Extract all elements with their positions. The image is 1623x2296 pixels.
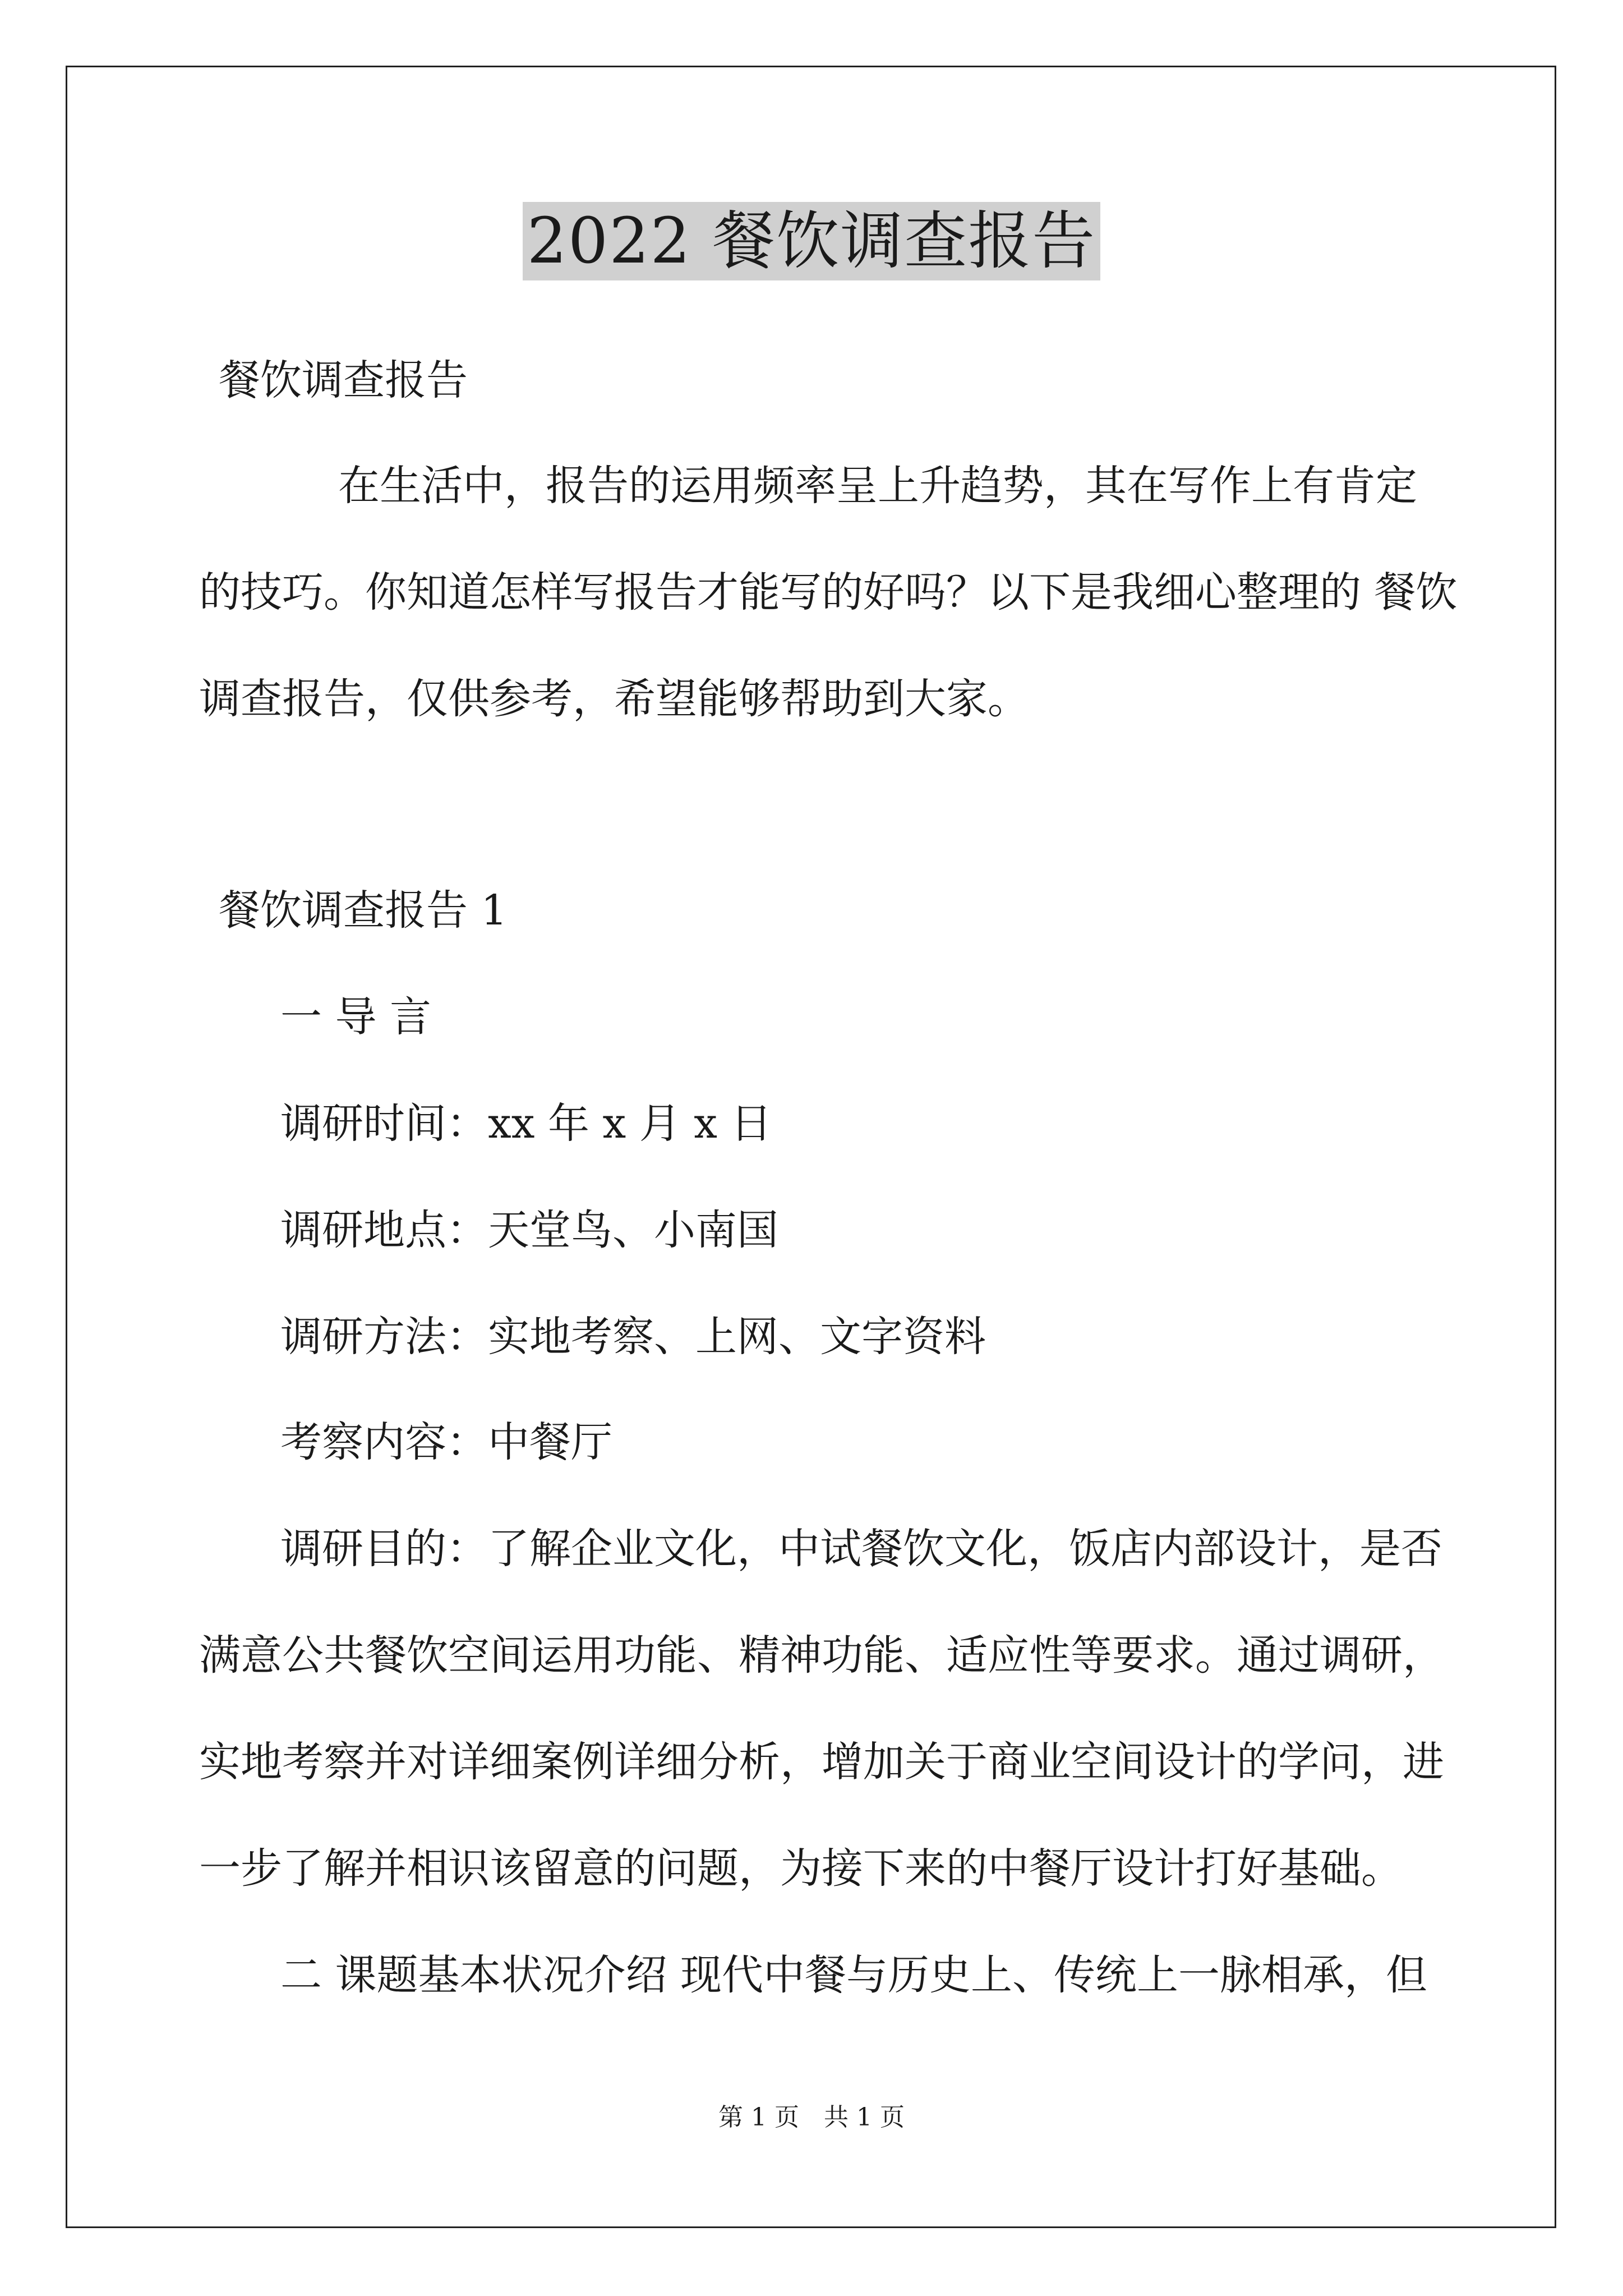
subsection-heading: 一 导 言 (280, 993, 432, 1041)
research-method: 调研方法：实地考察、上网、文字资料 (280, 1313, 986, 1361)
research-time: 调研时间：xx 年 x 月 x 日 (280, 1099, 772, 1148)
paragraph-line: 调查报告，仅供参考，希望能够帮助到大家。 (199, 675, 1029, 723)
paragraph-line: 在生活中，报告的运用频率呈上升趋势，其在写作上有肯定 (255, 462, 1417, 510)
research-location: 调研地点：天堂鸟、小南国 (280, 1206, 778, 1254)
section-heading: 餐饮调查报告 (219, 356, 468, 404)
paragraph-line: 一步了解并相识该留意的问题，为接下来的中餐厅设计打好基础。 (199, 1844, 1403, 1893)
paragraph-line: 的技巧。你知道怎样写报告才能写的好吗？以下是我细心整理的 餐饮 (199, 568, 1458, 616)
research-content: 考察内容：中餐厅 (280, 1418, 612, 1466)
paragraph-line: 实地考察并对详细案例详细分析，增加关于商业空间设计的学问，进 (199, 1738, 1444, 1786)
document-title: 2022 餐饮调查报告 (523, 202, 1101, 280)
paragraph-line: 二 课题基本状况介绍 现代中餐与历史上、传统上一脉相承，但 (280, 1951, 1428, 1999)
section-heading: 餐饮调查报告 1 (219, 886, 508, 935)
paragraph-line: 满意公共餐饮空间运用功能、精神功能、适应性等要求。通过调研， (199, 1631, 1444, 1680)
paragraph-line: 调研目的：了解企业文化，中试餐饮文化，饭店内部设计，是否 (280, 1525, 1442, 1573)
page-footer: 第 1 页 共 1 页 (718, 2103, 905, 2132)
title-container (0, 202, 1623, 280)
